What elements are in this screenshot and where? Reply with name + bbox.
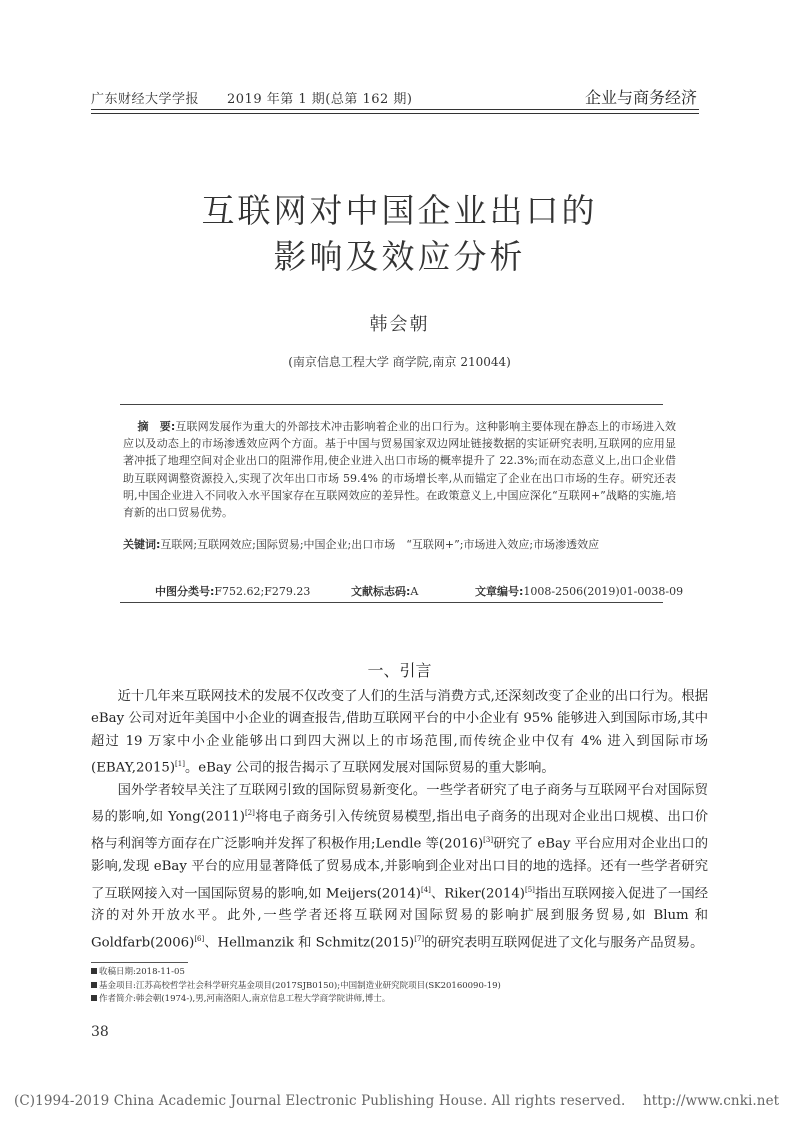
article-title: [0, 188, 799, 280]
square-bullet-icon: [91, 968, 97, 974]
keywords-label: 关键词:: [123, 538, 161, 551]
citation-ref[interactable]: [6]: [194, 934, 205, 943]
doc-code-label: 文献标志码:: [351, 585, 411, 598]
clc-value: F752.62;F279.23: [214, 585, 311, 598]
author-affiliation: (南京信息工程大学 商学院,南京 210044): [288, 355, 511, 369]
running-header-left: [91, 88, 413, 107]
header-rule-thick: [91, 109, 699, 110]
citation-ref[interactable]: [4]: [420, 885, 431, 894]
body-text: [91, 686, 708, 955]
footnote-rule: [91, 962, 188, 963]
paragraph: 国外学者较早关注了互联网引致的国际贸易新变化。一些学者研究了电子商务与互联网平台对国际贸易的影响,如 Yong(2011)[2]将电子商务引入传统贸易模型,指出电子商务的出现对企业出口规模、出口价格与利润等方面存在广泛影响并发挥了积极作用;Lendle 等(2016)[3]研究了 eBay 平台应用对企业出口的影响,发现 eBay 平台的应用显著降低了贸易成本,并影响到企业对出口目的地的选择。还有一些学者研究了互联网接入对一国国际贸易的影响,如 Meijers(2014)[4]、Riker(2014)[5]指出互联网接入促进了一国经济的对外开放水平。此外,一些学者还将互联网对国际贸易的影响扩展到服务贸易,如 Blum 和 Goldfarb(2006)[6]、Hellmanzik 和 Schmitz(2015)[7]的研究表明互联网促进了文化与服务产品贸易。: [91, 783, 709, 951]
title-line-1: 互联网对中国企业出口的: [201, 191, 598, 230]
doc-code-value: A: [410, 585, 419, 598]
footnote-author-bio: 作者简介:韩会朝(1974-),男,河南洛阳人,南京信息工程大学商学院讲师,博士。: [91, 993, 501, 1007]
author-name: 韩会朝: [369, 314, 430, 335]
citation-ref[interactable]: [7]: [414, 934, 425, 943]
citation-ref[interactable]: [2]: [244, 809, 255, 818]
title-line-2: 影响及效应分析: [273, 237, 526, 276]
article-number-label: 文章编号:: [475, 585, 524, 598]
clc-label: 中图分类号:: [155, 585, 215, 598]
copyright-footer: (C)1994-2019 China Academic Journal Electronic Publishing House. All rights reserved. http://www.cnki.net: [14, 1093, 780, 1109]
header-rule-thin: [91, 113, 699, 114]
keywords: [123, 536, 676, 554]
abstract-text: 互联网发展作为重大的外部技术冲击影响着企业的出口行为。这种影响主要体现在静态上的市场进入效应以及动态上的市场渗透效应两个方面。基于中国与贸易国家双边网址链接数据的实证研究表明,互联网的应用显著冲抵了地理空间对企业出口的阻滞作用,使企业进入出口市场的概率提升了 22.3%;而在动态意义上,出口企业借助互联网调整资源投入,实现了次年出口市场 59.4% 的市场增长率,从而锚定了企业在出口市场的生存。研究还表明,中国企业进入不同收入水平国家存在互联网效应的差异性。在政策意义上,中国应深化“互联网+”战略的实施,培育新的出口贸易优势。: [123, 420, 676, 520]
page-number: 38: [91, 1024, 109, 1040]
footnote-funding: 基金项目:江苏高校哲学社会科学研究基金项目(2017SJB0150);中国制造业研究院项目(SK20160090-19): [91, 980, 501, 994]
square-bullet-icon: [91, 995, 97, 1001]
keywords-text: 互联网;互联网效应;国际贸易;中国企业;出口市场 “互联网+”;市场进入效应;市场渗透效应: [160, 538, 600, 551]
issue-info: 2019 年第 1 期(总第 162 期): [227, 92, 413, 107]
abstract-label: 摘 要:: [137, 420, 176, 433]
citation-ref[interactable]: [1]: [175, 760, 185, 769]
classification-line: [155, 583, 683, 599]
footnote-received: 收稿日期:2018-11-05: [91, 966, 501, 980]
footnotes: [91, 966, 501, 1007]
abstract: [123, 418, 676, 521]
citation-ref[interactable]: [3]: [483, 836, 494, 845]
abstract-rule-bottom: [120, 602, 663, 603]
article-number-value: 1008-2506(2019)01-0038-09: [523, 585, 684, 598]
column-name: 企业与商务经济: [584, 88, 697, 107]
citation-ref[interactable]: [5]: [525, 885, 535, 894]
square-bullet-icon: [91, 982, 97, 988]
paragraph: 近十几年来互联网技术的发展不仅改变了人们的生活与消费方式,还深刻改变了企业的出口行为。根据 eBay 公司对近年美国中小企业的调查报告,借助互联网平台的中小企业有 95% 能够进入到国际市场,其中超过 19 万家中小企业能够出口到四大洲以上的市场范围,而传统企业中仅有 4% 进入到国际市场(EBAY,2015)[1]。eBay 公司的报告揭示了互联网发展对国际贸易的重大影响。: [91, 689, 708, 776]
abstract-rule-top: [120, 404, 663, 405]
section-heading: 一、引言: [367, 661, 432, 680]
journal-name: 广东财经大学学报: [91, 92, 200, 107]
